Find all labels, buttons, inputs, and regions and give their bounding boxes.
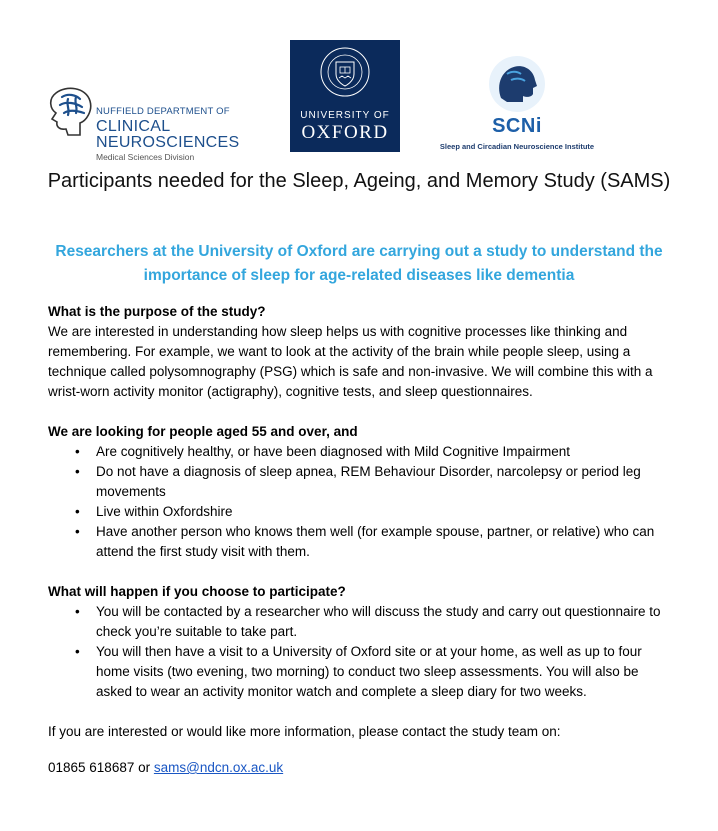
ndcn-name: CLINICAL NEUROSCIENCES	[96, 117, 240, 151]
scni-logo	[432, 54, 607, 154]
purpose-heading: What is the purpose of the study?	[48, 304, 266, 319]
brain-head-icon	[46, 85, 94, 147]
scni-subtitle: Sleep and Circadian Neuroscience Institute	[439, 142, 595, 151]
list-item: • Do not have a diagnosis of sleep apnea, REM Behaviour Disorder, narcolepsy or period leg movements	[75, 464, 641, 499]
contact-line: 01865 618687 or sams@ndcn.ox.ac.uk	[48, 760, 284, 775]
oxford-univ-label: UNIVERSITY OF	[300, 110, 390, 121]
list-item: • Live within Oxfordshire	[75, 504, 233, 519]
participation-heading: What will happen if you choose to participate?	[48, 584, 346, 599]
ndcn-division: Medical Sciences Division	[96, 151, 195, 162]
ndcn-logo	[46, 85, 276, 162]
ndcn-dept-label: NUFFIELD DEPARTMENT OF	[96, 106, 230, 117]
list-item: • You will then have a visit to a University of Oxford site or at your home, as well as up to four home visits (two evening, two morning) to conduct two sleep assessments. You will also be asked to wear an activity monitor watch and complete a sleep diary for two weeks.	[75, 644, 642, 699]
contact-phone: 01865 618687	[48, 760, 135, 775]
contact-text: If you are interested or would like more information, please contact the study team on:	[48, 724, 561, 739]
eligibility-heading: We are looking for people aged 55 and over, and	[48, 424, 358, 439]
participation-list	[48, 602, 676, 702]
scni-name: SCNi	[492, 115, 542, 137]
page-title: Participants needed for the Sleep, Ageing, and Memory Study (SAMS)	[47, 170, 671, 192]
flyer-body	[48, 302, 676, 778]
oxford-name: OXFORD	[301, 122, 389, 143]
list-item: • Have another person who knows them well (for example spouse, partner, or relative) who can attend the first study visit with them.	[75, 524, 655, 559]
contact-email-link[interactable]: sams@ndcn.ox.ac.uk	[153, 760, 284, 775]
oxford-logo	[290, 40, 400, 152]
scni-head-icon	[487, 54, 547, 114]
eligibility-list	[48, 442, 676, 562]
purpose-text: We are interested in understanding how sleep helps us with cognitive processes like thinking and remembering. For example, we want to look at the activity of the brain while people sleep, using a technique called polysomnography (PSG) which is safe and non-invasive. We will combine this with a wrist-worn activity monitor (actigraphy), cognitive tests, and sleep questionnaires.	[48, 324, 653, 399]
list-item: • Are cognitively healthy, or have been diagnosed with Mild Cognitive Impairment	[75, 444, 571, 459]
oxford-crest-icon	[290, 40, 400, 110]
list-item: • You will be contacted by a researcher who will discuss the study and carry out questionnaire to check you’re suitable to take part.	[75, 604, 661, 639]
page-subtitle: Researchers at the University of Oxford are carrying out a study to understand the importance of sleep for age-related diseases like dementia	[55, 243, 663, 284]
